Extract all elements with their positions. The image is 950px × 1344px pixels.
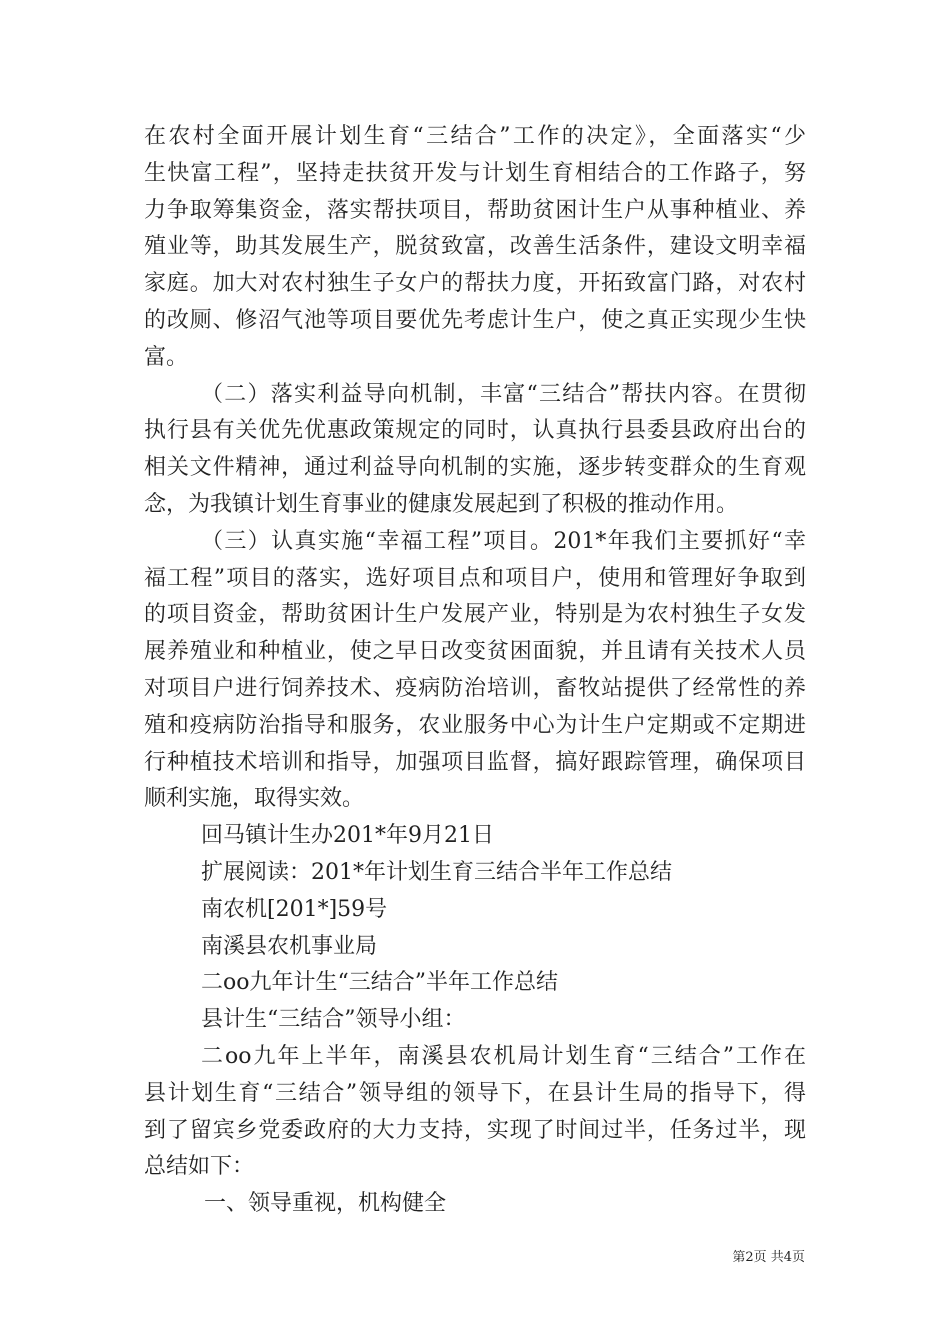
paragraph	[144, 524, 806, 818]
text-line: 二oo九年上半年，南溪县农机局计划生育“三结合”工作在	[201, 1043, 806, 1069]
paragraph	[144, 855, 806, 892]
text-line: 对项目户进行饲养技术、疫病防治培训，畜牧站提供了经常性的养	[144, 675, 806, 701]
text-line: 殖和疫病防治指导和服务，农业服务中心为计生户定期或不定期进	[144, 712, 806, 738]
text-line: 扩展阅读：201*年计划生育三结合半年工作总结	[201, 859, 672, 885]
paragraph	[144, 1186, 806, 1223]
paragraph	[144, 377, 806, 524]
paragraph	[144, 1002, 806, 1039]
text-line: 一、领导重视，机构健全	[204, 1191, 447, 1217]
text-line: 南溪县农机事业局	[201, 933, 378, 959]
text-line: 富。	[144, 344, 189, 370]
document-body	[144, 119, 806, 1223]
text-line: （三）认真实施“幸福工程”项目。201*年我们主要抓好“幸	[201, 528, 806, 554]
text-line: 殖业等，助其发展生产，脱贫致富，改善生活条件，建设文明幸福	[144, 234, 806, 260]
text-line: 二oo九年计生“三结合”半年工作总结	[201, 970, 558, 996]
text-line: 念，为我镇计划生育事业的健康发展起到了积极的推动作用。	[144, 491, 739, 517]
page-number: 第2页 共4页	[732, 1250, 805, 1265]
text-line: 县计生“三结合”领导小组：	[201, 1007, 466, 1033]
text-line: 到了留宾乡党委政府的大力支持，实现了时间过半，任务过半，现	[144, 1117, 806, 1143]
text-line: 福工程”项目的落实，选好项目点和项目户，使用和管理好争取到	[144, 565, 806, 591]
text-line: 家庭。加大对农村独生子女户的帮扶力度，开拓致富门路，对农村	[144, 271, 806, 297]
text-line: 执行县有关优先优惠政策规定的同时，认真执行县委县政府出台的	[144, 418, 806, 444]
paragraph	[144, 119, 806, 377]
text-line: 的改厕、修沼气池等项目要优先考虑计生户，使之真正实现少生快	[144, 307, 806, 333]
paragraph	[144, 929, 806, 966]
text-line: 行种植技术培训和指导，加强项目监督，搞好跟踪管理，确保项目	[144, 749, 806, 775]
text-line: 南农机[201*]59号	[201, 896, 388, 922]
paragraph	[144, 818, 806, 855]
text-line: 回马镇计生办201*年9月21日	[201, 823, 494, 849]
paragraph	[144, 1039, 806, 1186]
text-line: 的项目资金，帮助贫困计生户发展产业，特别是为农村独生子女发	[144, 602, 806, 628]
text-line: 生快富工程”，坚持走扶贫开发与计划生育相结合的工作路子，努	[144, 160, 806, 186]
text-line: 县计划生育“三结合”领导组的领导下，在县计生局的指导下，得	[144, 1080, 806, 1106]
text-line: 力争取筹集资金，落实帮扶项目，帮助贫困计生户从事种植业、养	[144, 197, 806, 223]
text-line: 总结如下：	[144, 1154, 255, 1180]
paragraph	[144, 965, 806, 1002]
text-line: 相关文件精神，通过利益导向机制的实施，逐步转变群众的生育观	[144, 455, 806, 481]
text-line: （二）落实利益导向机制，丰富“三结合”帮扶内容。在贯彻	[201, 381, 806, 407]
text-line: 展养殖业和种植业，使之早日改变贫困面貌，并且请有关技术人员	[144, 639, 806, 665]
text-line: 顺利实施，取得实效。	[144, 786, 365, 812]
paragraph	[144, 892, 806, 929]
text-line: 在农村全面开展计划生育“三结合”工作的决定》，全面落实“少	[144, 124, 806, 149]
